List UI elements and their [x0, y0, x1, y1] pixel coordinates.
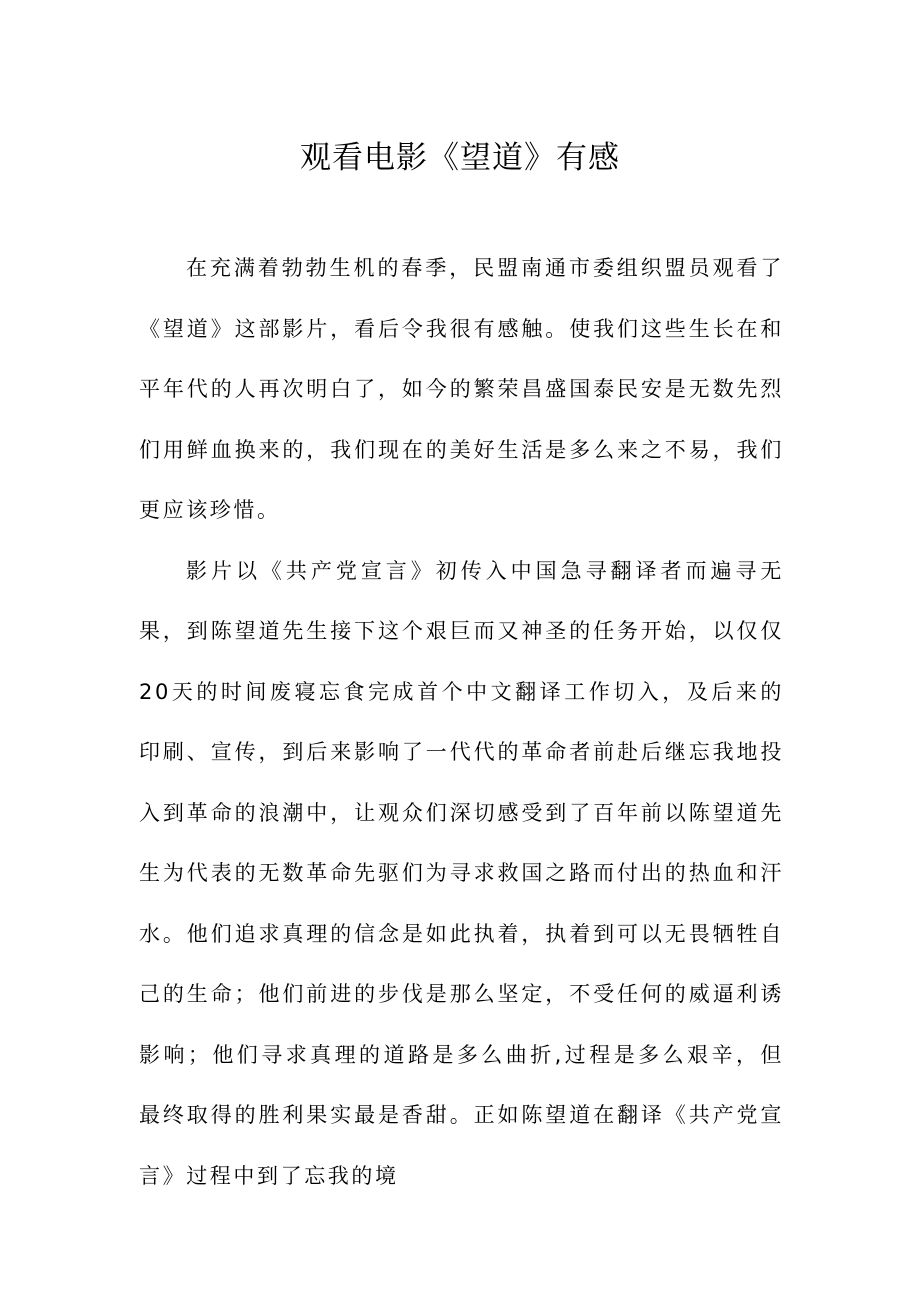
- document-body: [139, 238, 784, 1206]
- document-title: 观看电影《望道》有感: [300, 140, 620, 176]
- paragraph-1: 在充满着勃勃生机的春季，民盟南通市委组织盟员观看了《望道》这部影片，看后令我很有感触。使我们这些生长在和平年代的人再次明白了，如今的繁荣昌盛国泰民安是无数先烈们用鲜血换来的，我们现在的美好生活是多么来之不易，我们更应该珍惜。: [139, 256, 784, 522]
- paragraph-2: 影片以《共产党宣言》初传入中国急寻翻译者而遍寻无果，到陈望道先生接下这个艰巨而又神圣的任务开始，以仅仅20天的时间废寝忘食完成首个中文翻译工作切入，及后来的印刷、宣传，到后来影响了一代代的革命者前赴后继忘我地投入到革命的浪潮中，让观众们深切感受到了百年前以陈望道先生为代表的无数革命先驱们为寻求救国之路而付出的热血和汗水。他们追求真理的信念是如此执着，执着到可以无畏牺牲自己的生命；他们前进的步伐是那么坚定，不受任何的威逼利诱影响；他们寻求真理的道路是多么曲折,过程是多么艰辛，但最终取得的胜利果实最是香甜。正如陈望道在翻译《共产党宣言》过程中到了忘我的境: [139, 558, 784, 1188]
